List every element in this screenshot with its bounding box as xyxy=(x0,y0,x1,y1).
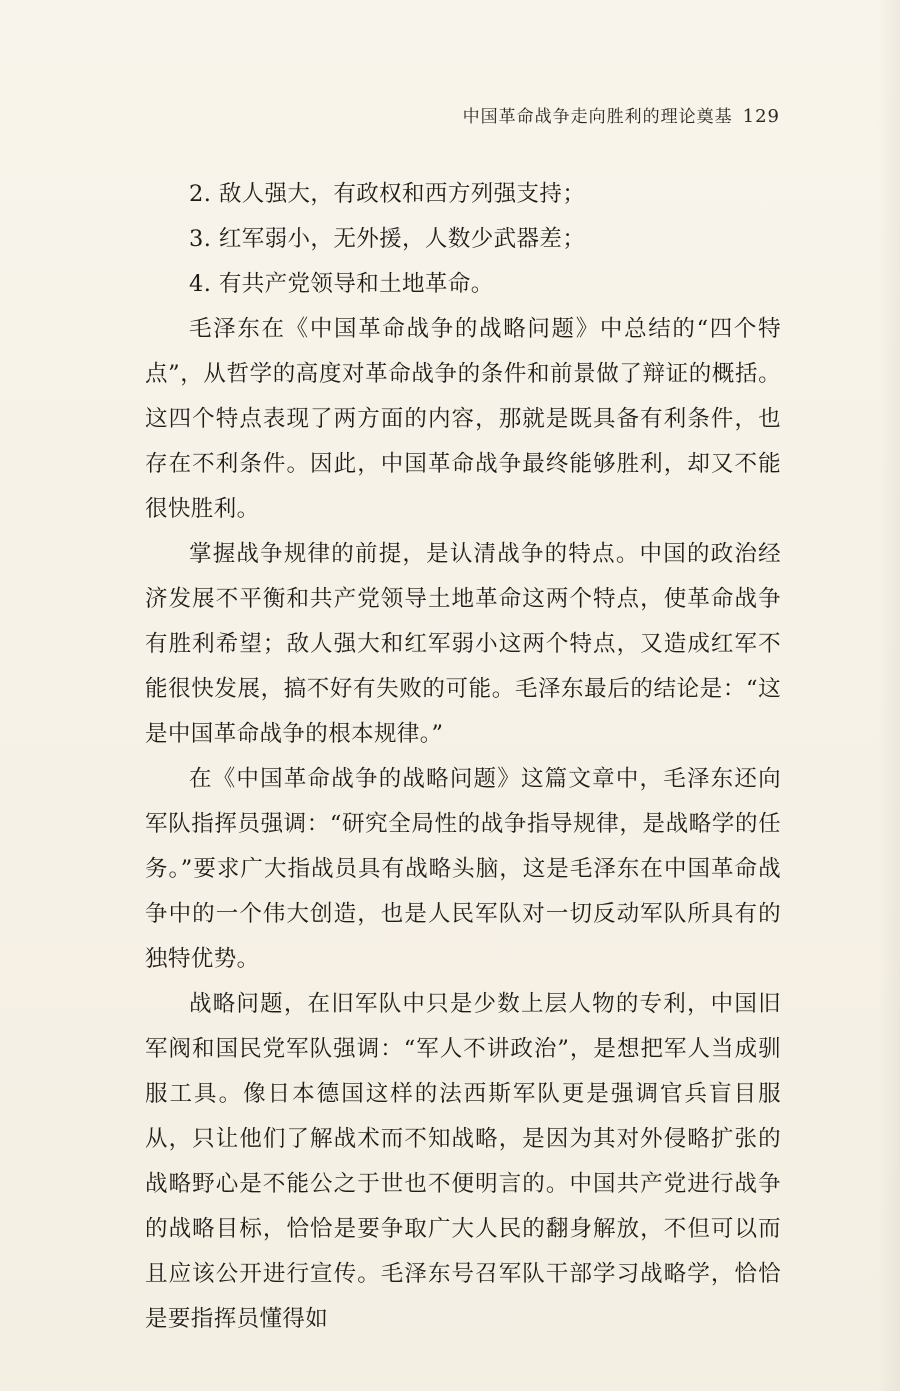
page-edge-shadow xyxy=(878,0,900,1391)
list-item: 2. 敌人强大，有政权和西方列强支持； xyxy=(189,181,586,207)
chapter-title: 中国革命战争走向胜利的理论奠基 xyxy=(462,107,733,127)
paragraph: 在《中国革命战争的战略问题》这篇文章中，毛泽东还向军队指挥员强调：“研究全局性的战争指导规律，是战略学的任务。”要求广大指战员具有战略头脑，这是毛泽东在中国革命战争中的一个伟大创造，也是人民军队对一切反动军队所具有的独特优势。 xyxy=(145,766,781,972)
body-text xyxy=(145,172,781,1342)
paragraph: 战略问题，在旧军队中只是少数上层人物的专利，中国旧军阀和国民党军队强调：“军人不讲政治”，是想把军人当成驯服工具。像日本德国这样的法西斯军队更是强调官兵盲目服从，只让他们了解战术而不知战略，是因为其对外侵略扩张的战略野心是不能公之于世也不便明言的。中国共产党进行战争的战略目标，恰恰是要争取广大人民的翻身解放，不但可以而且应该公开进行宣传。毛泽东号召军队干部学习战略学，恰恰是要指挥员懂得如 xyxy=(145,991,781,1332)
list-item: 4. 有共产党领导和土地革命。 xyxy=(189,271,494,297)
page-number: 129 xyxy=(742,106,780,127)
paragraph: 掌握战争规律的前提，是认清战争的特点。中国的政治经济发展不平衡和共产党领导土地革命这两个特点，使革命战争有胜利希望；敌人强大和红军弱小这两个特点，又造成红军不能很快发展，搞不好有失败的可能。毛泽东最后的结论是：“这是中国革命战争的根本规律。” xyxy=(145,541,781,747)
running-header xyxy=(140,102,780,127)
list-item: 3. 红军弱小，无外援，人数少武器差； xyxy=(189,226,586,252)
paragraph: 毛泽东在《中国革命战争的战略问题》中总结的“四个特点”，从哲学的高度对革命战争的条件和前景做了辩证的概括。这四个特点表现了两方面的内容，那就是既具备有利条件，也存在不利条件。因此，中国革命战争最终能够胜利，却又不能很快胜利。 xyxy=(145,316,781,522)
